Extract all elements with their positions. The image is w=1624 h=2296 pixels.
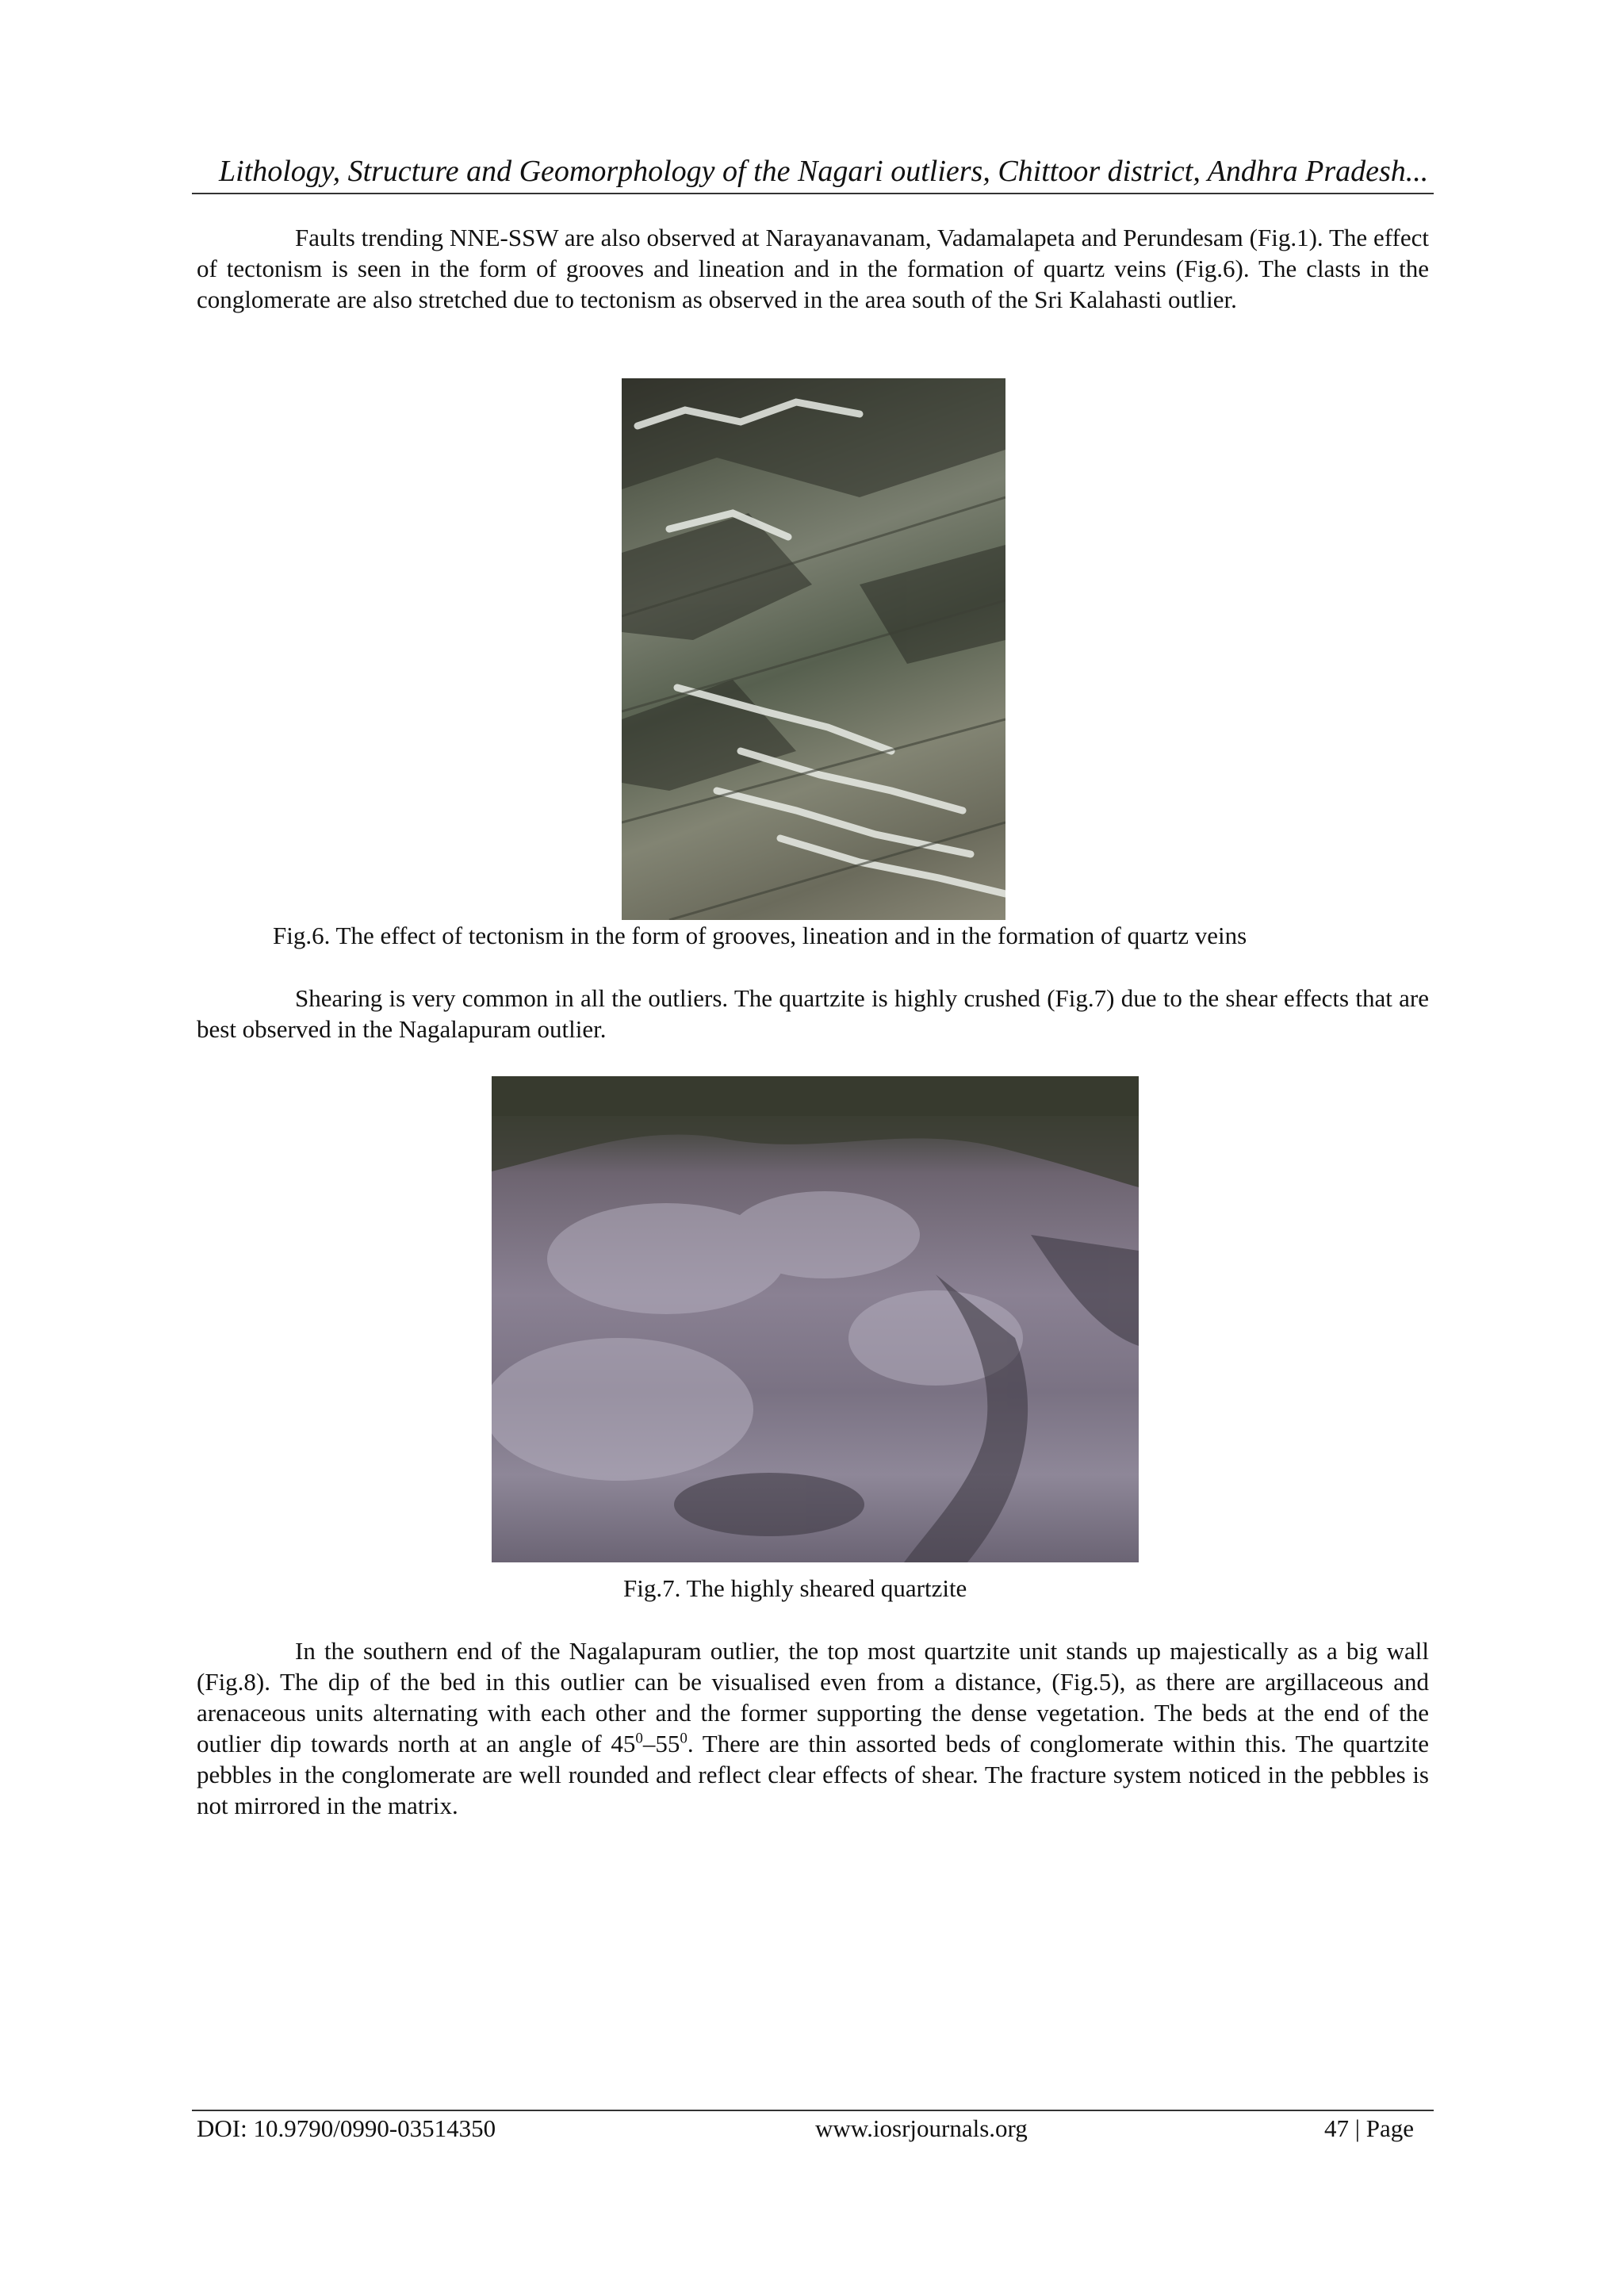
paragraph-nagalapuram bbox=[197, 1635, 1429, 1821]
figure-7-photo bbox=[492, 1076, 1139, 1562]
degree-superscript-2: 0 bbox=[680, 1730, 688, 1747]
running-header: Lithology, Structure and Geomorphology of the Nagari outliers, Chittoor district, Andhra Pradesh... bbox=[219, 155, 1429, 188]
paragraph-shearing: Shearing is very common in all the outliers. The quartzite is highly crushed (Fig.7) due to the shear effects that are best observed in the Nagalapuram outlier. bbox=[197, 984, 1429, 1043]
sheared-quartzite-photo bbox=[492, 1076, 1139, 1562]
footer-page-number: 47 | Page bbox=[1324, 2114, 1414, 2142]
tectonism-rock-photo bbox=[622, 378, 1005, 920]
figure-7-caption: Fig.7. The highly sheared quartzite bbox=[623, 1574, 967, 1602]
paragraph-text-part2: . There are thin assorted beds of conglomerate within this. The quartzite pebbles in the conglomerate are well rounded and reflect clear effects of shear. The fracture system noticed in the pebbles is not mirrored in the matrix. bbox=[197, 1730, 1430, 1819]
footer-divider bbox=[192, 2110, 1434, 2111]
footer-doi: DOI: 10.9790/0990-03514350 bbox=[197, 2114, 496, 2142]
paragraph-faults: Faults trending NNE-SSW are also observed at Narayanavanam, Vadamalapeta and Perundesam (Fig.1). The effect of tectonism is seen in the form of grooves and lineation and in the formation of quartz veins (Fig.6). The clasts in the conglomerate are also stretched due to tectonism as observed in the area south of the Sri Kalahasti outlier. bbox=[197, 224, 1429, 313]
paragraph-text-part1: In the southern end of the Nagalapuram outlier, the top most quartzite unit stands up majestically as a big wall (Fig.8). The dip of the bed in this outlier can be visualised even from a distance, (Fig.5), as there are argillaceous and arenaceous units alternating with each other and the former supporting the dense vegetation. The beds at the end of the outlier dip towards north at an angle of 45 bbox=[197, 1637, 1429, 1757]
degree-superscript-1: 0 bbox=[635, 1730, 643, 1747]
figure-6-photo bbox=[622, 378, 1005, 920]
header-divider bbox=[192, 193, 1434, 194]
angle-range-dash: –55 bbox=[642, 1730, 680, 1757]
footer-website: www.iosrjournals.org bbox=[815, 2114, 1028, 2142]
figure-6-caption: Fig.6. The effect of tectonism in the form of grooves, lineation and in the formation of quartz veins bbox=[273, 922, 1247, 949]
